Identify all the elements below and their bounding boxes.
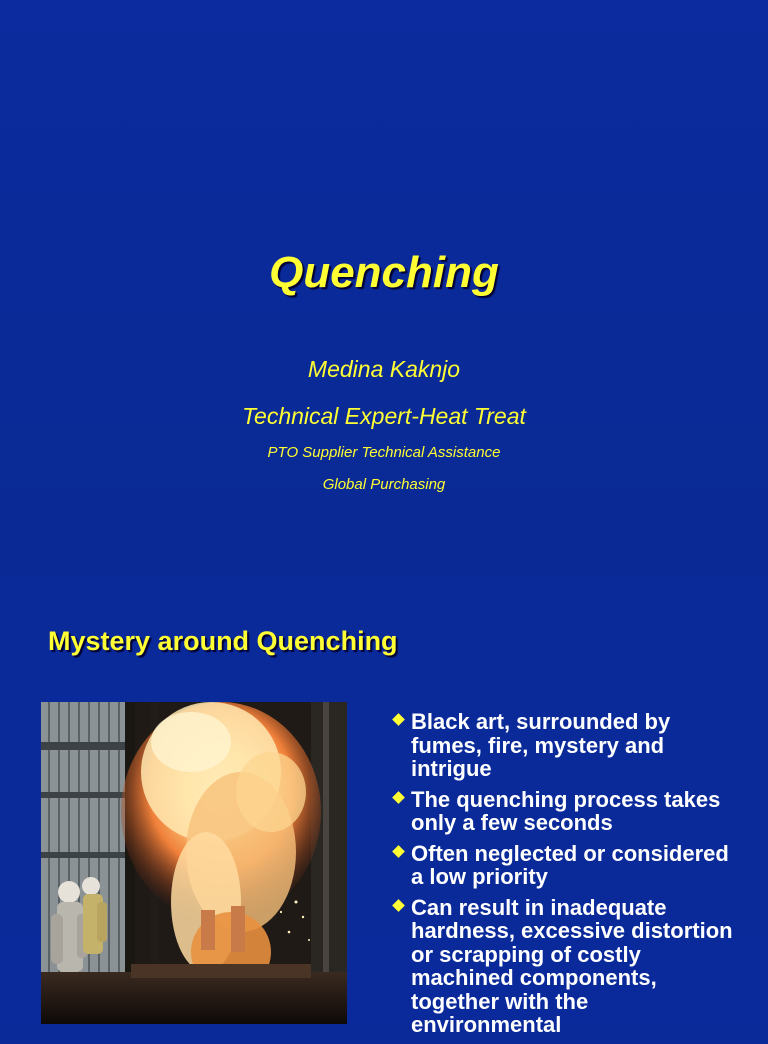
diamond-bullet-icon <box>392 791 405 804</box>
quench-fire-photo <box>41 702 347 1024</box>
organization: Global Purchasing <box>322 476 446 493</box>
bullet-text: Black art, surrounded by fumes, fire, mystery and intrigue <box>411 709 671 781</box>
list-item <box>392 710 742 781</box>
bullet-text: Often neglected or considered a low priority <box>411 840 729 889</box>
quench-fire-illustration <box>41 702 347 1024</box>
content-slide <box>0 576 768 1037</box>
bullet-text: Can result in inadequate hardness, excessive distortion or scrapping of costly machined components, together with the environmental <box>411 894 733 1037</box>
author-name: Medina Kaknjo <box>307 356 461 382</box>
list-item <box>392 896 742 1037</box>
diamond-bullet-icon <box>392 899 405 912</box>
diamond-bullet-icon <box>392 713 405 726</box>
author-role: Technical Expert-Heat Treat <box>242 403 526 429</box>
slide-heading: Mystery around Quenching <box>48 626 398 656</box>
department: PTO Supplier Technical Assistance <box>267 444 501 461</box>
bullet-list <box>392 710 742 1044</box>
list-item <box>392 788 742 835</box>
diamond-bullet-icon <box>392 845 405 858</box>
bullet-text: The quenching process takes only a few seconds <box>411 786 721 835</box>
list-item <box>392 842 742 889</box>
slide-title: Quenching <box>269 248 499 297</box>
